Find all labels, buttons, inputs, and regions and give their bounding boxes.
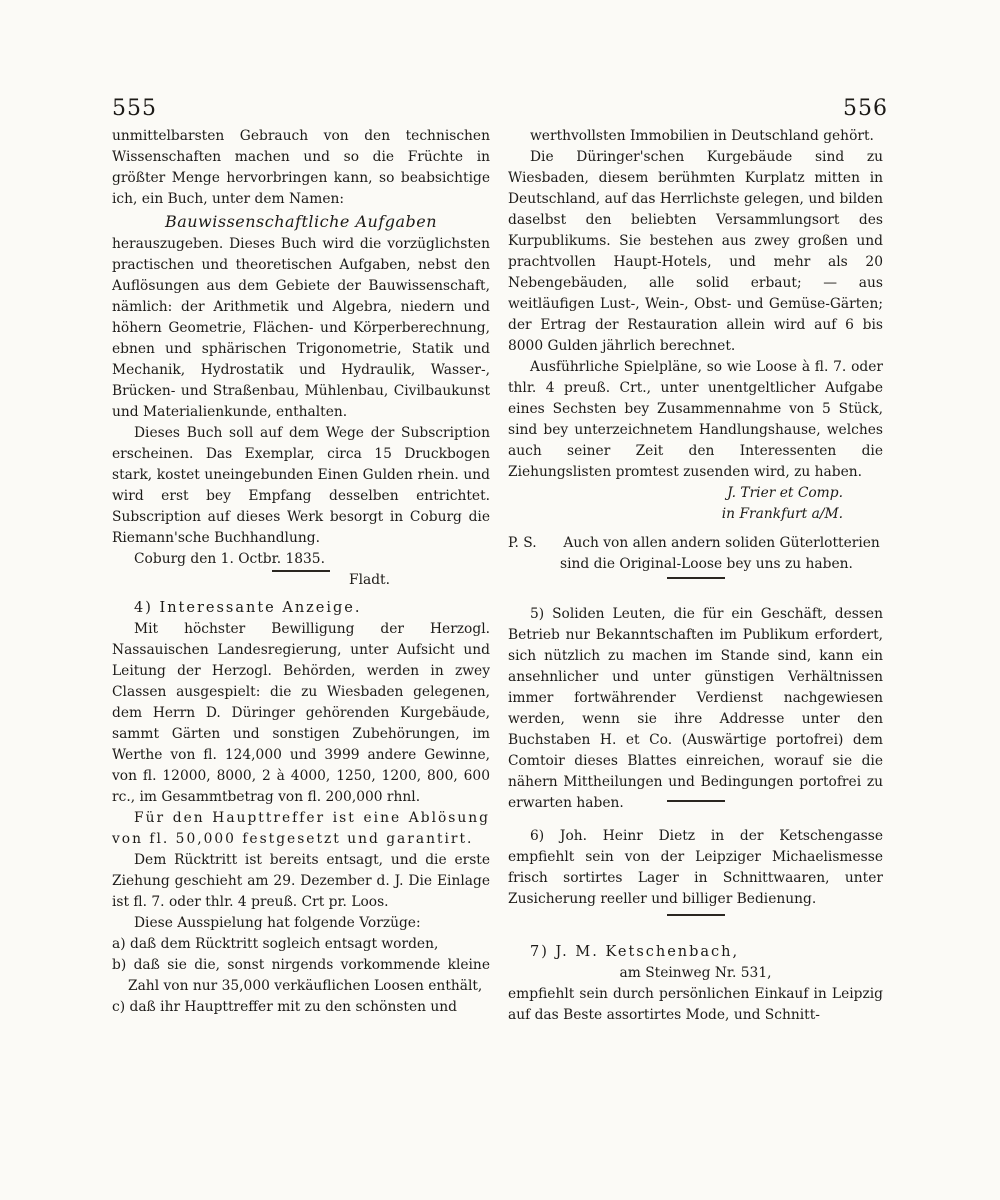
ad-6-text: 6) Joh. Heinr Dietz in der Ketschengasse empfiehlt sein von der Leipziger Michaelismesse frisch sortirtes Lager in Schnittwaaren, unter Zusicherung reeller und billiger Bedienung. [508, 828, 883, 907]
right-column [508, 126, 883, 575]
subscription-paragraph: Dieses Buch soll auf dem Wege der Subscription erscheinen. Das Exemplar, circa 15 Druckbogen stark, kostet uneingebunden Einen Gulden rhein. und wird erst bey Empfang desselben entrichtet. Subscription auf dieses Werk besorgt in Coburg die Riemann'sche Buchhandlung. [112, 425, 490, 546]
signature-trier-line2: in Frankfurt a/M. [721, 506, 843, 522]
left-column [112, 126, 490, 591]
postscript [508, 533, 883, 575]
date-line: Coburg den 1. Octbr. 1835. [134, 551, 325, 567]
divider-rule [667, 914, 725, 916]
ad-4-ruecktritt: Dem Rücktritt ist bereits entsagt, und die erste Ziehung geschieht am 29. Dezember d. J. Die Einlage ist fl. 7. oder thlr. 4 preuß. Crt pr. Loos. [112, 852, 490, 910]
ad-4-body: Mit höchster Bewilligung der Herzogl. Nassauischen Landesregierung, unter Aufsicht und Leitung der Herzogl. Behörden, werden in zwey Classen ausgespielt: die zu Wiesbaden gelegenen, dem Herrn D. Düringer gehörenden Kurgebäude, sammt Gärten und sonstigen Zubehörungen, im Werthe von fl. 124,000 und 3999 andere Gewinne, von fl. 12000, 8000, 2 à 4000, 1250, 1200, 800, 600 rc., im Gesammtbetrag von fl. 200,000 rhnl. [112, 621, 490, 805]
continuation-text: werthvollsten Immobilien in Deutschland gehört. [530, 128, 874, 144]
book-title: Bauwissenschaftliche Aufgaben [164, 212, 438, 231]
spielplaene-paragraph: Ausführliche Spielpläne, so wie Loose à fl. 7. oder thlr. 4 preuß. Crt., unter unentgeltlicher Aufgabe eines Sechsten bey Zusammennahme von 5 Stück, sind bey unterzeichnetem Handlungshause, welches auch seiner Zeit den Interessenten die Ziehungslisten promtest zusenden wird, zu haben. [508, 359, 883, 480]
page-number-right: 556 [843, 96, 888, 121]
right-divider-2 [508, 800, 883, 802]
kurgebaeude-paragraph: Die Düringer'schen Kurgebäude sind zu Wiesbaden, diesem berühmten Kurplatz mitten in Deutschland, auf das Herrlichste gelegen, und bilden daselbst den beliebten Versammlungsort des Kurpublikums. Sie bestehen aus zwey großen und prachtvollen Haupt-Hotels, und mehr als 20 Nebengebäuden, alle solid erbaut; — aus weitläufigen Lust-, Wein-, Obst- und Gemüse-Gärten; der Ertrag der Restauration allein wird auf 6 bis 8000 Gulden jährlich berechnet. [508, 149, 883, 354]
right-divider-3 [508, 914, 883, 916]
left-divider-1 [112, 570, 490, 572]
book-description: herauszugeben. Dieses Buch wird die vorzüglichsten practischen und theoretischen Aufgaben, nebst den Auflösungen aus dem Gebiete der Bauwissenschaft, nämlich: der Arithmetik und Algebra, niedern und höhern Geometrie, Flächen- und Körperberechnung, ebnen und sphärischen Trigonometrie, Statik und Mechanik, Hydrostatik und Hydraulik, Wasser-, Brücken- und Straßenbau, Mühlenbau, Civilbaukunst und Materialienkunde, enthalten. [112, 236, 490, 420]
right-divider-1 [508, 577, 883, 579]
ad-7-body: empfiehlt sein durch persönlichen Einkauf in Leipzig auf das Beste assortirtes Mode, und Schnitt- [508, 986, 883, 1023]
signature-trier-line1: J. Trier et Comp. [727, 485, 843, 501]
ad-4-ablosung: Für den Haupttreffer ist eine Ablösung von fl. 50,000 festgesetzt und garantirt. [112, 810, 490, 847]
ad-4-list-item-c: c) daß ihr Haupttreffer mit zu den schönsten und [112, 999, 457, 1015]
ps-label: P. S. [508, 535, 537, 551]
ad-5-block [508, 604, 883, 814]
ad-7-address: am Steinweg Nr. 531, [619, 965, 772, 981]
ad-4-block [112, 598, 490, 1018]
divider-rule [272, 570, 330, 572]
ps-text: Auch von allen andern soliden Güterlotterien sind die Original-Loose bey uns zu haben. [560, 535, 880, 572]
ad-5-text: 5) Soliden Leuten, die für ein Geschäft, dessen Betrieb nur Bekanntschaften im Publikum erfordert, sich nützlich zu machen im Stande sind, kann ein ansehnlicher und unter günstigen Verhältnissen immer fortwährender Verdienst nachgewiesen werden, wenn sie ihre Addresse unter den Buchstaben H. et Co. (Auswärtige portofrei) dem Comtoir dieses Blattes einreichen, worauf sie die nähern Mittheilungen und Bedingungen portofrei zu erwarten haben. [508, 606, 883, 811]
ad-6-block [508, 826, 883, 910]
intro-paragraph: unmittelbarsten Gebrauch von den technischen Wissenschaften machen und so die Früchte in größter Menge hervorbringen kann, so beabsichtige ich, ein Buch, unter dem Namen: [112, 128, 490, 207]
ad-7-block [508, 942, 883, 1026]
divider-rule [667, 800, 725, 802]
ad-7-heading: 7) J. M. Ketschenbach, [530, 944, 740, 960]
ad-4-list-item-b: b) daß sie die, sonst nirgends vorkommende kleine Zahl von nur 35,000 verkäuflichen Loosen enthält, [112, 957, 490, 994]
signature-fladt: Fladt. [349, 572, 390, 588]
page-number-left: 555 [112, 96, 157, 121]
ad-4-heading: 4) Interessante Anzeige. [134, 600, 362, 616]
ad-4-vorzuege-intro: Diese Ausspielung hat folgende Vorzüge: [134, 915, 421, 931]
divider-rule [667, 577, 725, 579]
ad-4-list-item-a: a) daß dem Rücktritt sogleich entsagt worden, [112, 936, 439, 952]
